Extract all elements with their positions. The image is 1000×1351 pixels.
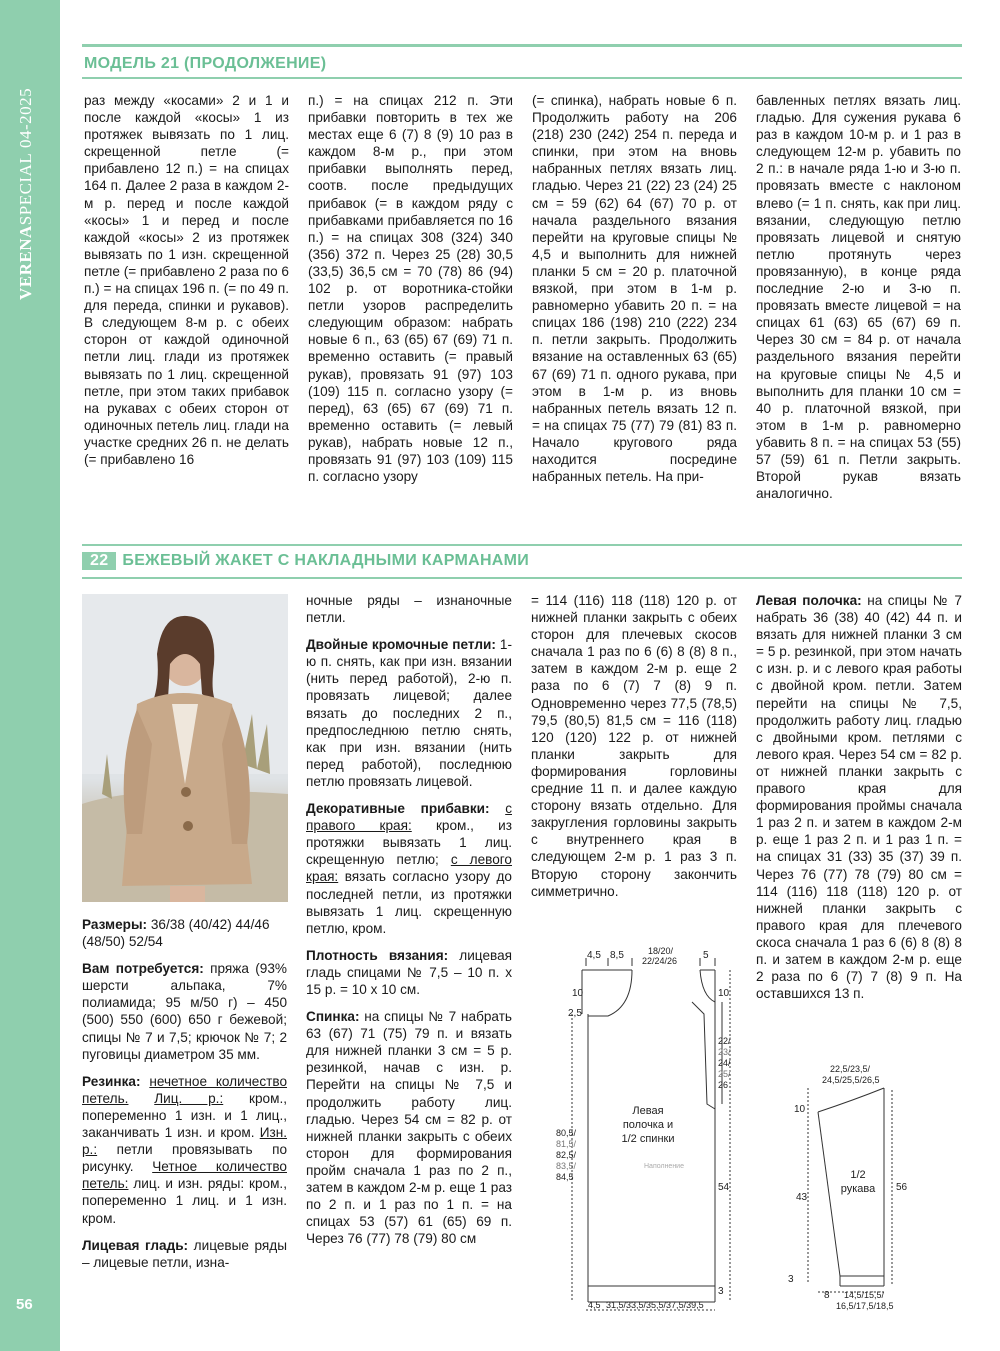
materials-paragraph: Вам потребуется: пряжа (93% шерсти альпака, 7% полиамида; 95 м/50 г) – 450 (500) 550 (600) 650 г бежевой; спицы № 7 и 7,5; крючок № 7; 2 пуговицы диаметром 35 мм.	[82, 961, 288, 1062]
p1-bottom-b: 31,5/33,5/35,5/37,5/39,5	[606, 1300, 704, 1310]
sizes-paragraph: Размеры: 36/38 (40/42) 44/46 (48/50) 52/54	[82, 917, 270, 950]
p2-bottom-b: 16,5/17,5/18,5	[836, 1301, 894, 1311]
p1-top-right: 5	[703, 950, 709, 961]
model-photo-illustration	[82, 594, 288, 902]
stockinette-continued: ночные ряды – изнаночные петли.	[306, 593, 512, 626]
edge-stitches-paragraph: Двойные кромочные петли: 1-ю п. снять, как при изн. вязании (нить перед работой), 2-ю п. провязать лицевой; далее вязать до последних 2 п., предпоследнюю петлю снять, как при изн. вязании (нить перед работой), последнюю петлю провязать лицевой.	[306, 637, 513, 789]
p1-left-h-a: 80,5/	[556, 1128, 577, 1138]
p1-right-10: 10	[718, 988, 730, 999]
p1-right-arm-c: 24/	[718, 1058, 731, 1068]
p1-label-c: 1/2 спинки	[621, 1133, 675, 1145]
left-front-paragraph: Левая полочка: на спицы № 7 набрать 36 (38) 40 (42) 44 п. и вязать для нижней планки 3 см = 5 р. резинкой, при этом начать с изн. р. и с левого края работы с двойной кром. петли. Затем перейти на спицы № 7,5, продолжить работу лиц. гладью с двойными кром. петлями с левого края. Через 54 см = 82 р. от нижней планки закрыть с правого края для формирования проймы сначала 1 раз 2 п. и затем в каждом 2-м р. еще 1 раз 2 п. и 1 раз 1 п. = на спицах 31 (33) 35 (37) 39 п. Через 76 (77) 78 (79) 80 см = 114 (116) 118 (118) 120 р. от нижней планки закрыть с правого края для плечевого скоса сначала 1 раз 6 (6) 8 (8) 8 п. и затем в каждом 2-м р. еще 2 раза по 6 (7) 7 (8) 9 п. На оставшихся 13 п.	[756, 593, 962, 1002]
p1-label-a: Левая	[632, 1105, 664, 1117]
section1-col2: п.) = на спицах 212 п. Эти прибавки повторить в тех же местах еще 6 (7) 8 (9) 10 раз в каждом 8-м р., при этом прибавки выполнять перед, соотв. после предыдущих прибавок (= в каждом ряду с прибавками прибавляется по 16 п.) = на спицах 308 (324) 340 (356) 372 п. Через 25 (28) 30,5 (33,5) 36,5 см = 70 (78) 86 (94) 102 р. от воротника-стойки петли узоров распределить следующим образом: набрать новые 6 п., 63 (65) 67 (69) 71 п. временно оставить (= правый рукав), провязать 91 (97) 103 (109) 115 п. согласно узору (= перед), 63 (65) 67 (69) 71 п. временно оставить (= левый рукав), набрать новые 12 п., провязать 91 (97) 103 (109) 115 п. согласно узору	[308, 93, 513, 485]
p1-right-arm-d: 25/	[718, 1069, 731, 1079]
p2-label-a: 1/2	[850, 1169, 866, 1181]
section2-title: 22 БЕЖЕВЫЙ ЖАКЕТ С НАКЛАДНЫМИ КАРМАНАМИ	[82, 552, 529, 570]
section2-rule-bottom	[82, 577, 962, 579]
title-rule	[82, 77, 962, 79]
back-paragraph: Спинка: на спицы № 7 набрать 63 (67) 71 (75) 79 п. и вязать для нижней планки 3 см = 5 р. резинкой, начав с изн. р. Перейти на спицы № 7,5 и продолжить работу лиц. гладью. Через 54 см = 82 р. от нижней планки закрыть с обеих сторон для формирования пройм сначала 1 раз по 2 п., затем в каждом 2-м р. еще 1 раз по 2 п. и 1 раз по 1 п. = на спицах 53 (57) 61 (65) 69 п. Через 76 (77) 78 (79) 80 см	[306, 1009, 512, 1247]
magazine-brand: VERENASPECIAL 04-2025	[16, 87, 35, 300]
section1-col4: бавленных петлях вязать лиц. гладью. Для сужения рукава 6 раз в каждом 10-м р. и 1 раз в следующем 12-м р. убавить по 2 п.: в начале ряда 1-ю и 3-ю п. провязать вместе с наклоном влево (= 1 п. снять, как при лиц. вязании, следующую петлю провязать лицевой и снятую петлю протянуть через провязанную), в конце ряда последние 2-ю и 3-ю п. провязать вместе лицевой = на спицах 61 (63) 65 (67) 69 п. Через 30 см = 84 р. от начала раздельного вязания перейти на круговые спицы № 4,5 и выполнить для планки 10 см = 40 р. платочной вязкой, при этом в 1-м р. равномерно убавить 8 п. = на спицах 53 (55) 57 (59) 61 п. Петли закрыть. Второй рукав вязать аналогично.	[756, 93, 961, 502]
p1-bottom-a: 4,5	[588, 1300, 601, 1310]
section2-col3: = 114 (116) 118 (118) 120 р. от нижней планки закрыть с обеих сторон для плечевых скосов сначала 1 раз по 6 (6) 8 (8) 8 п., затем в каждом 2-м р. еще 2 раза по 6 (7) 7 (8) 9 п. Одновременно через 77,5 (78,5) 79,5 (80,5) 81,5 см = 116 (118) 120 (120) 122 р. от нижней планки закрыть для формирования горловины средние 11 п. и далее каждую сторону вязать отдельно. Для закругления горловины закрыть с внутреннего края в следующем 2-м р. 1 раз 3 п. Вторую сторону закончить симметрично.	[531, 593, 737, 899]
p1-right-arm-a: 22/	[718, 1036, 731, 1046]
p1-left-h-d: 83,5/	[556, 1161, 577, 1171]
p1-label-d: Наполнение	[644, 1163, 684, 1170]
p2-right-56: 56	[896, 1182, 908, 1193]
rib-paragraph: Резинка: нечетное количество петель. Лиц. р.: кром., попеременно 1 изн. и 1 лиц., заканчивать 1 изн. и кром. Изн. р.: петли провязывать по рисунку. Четное количество петель: лиц. и изн. ряды: кром., попеременно 1 лиц. и 1 изн. кром.	[82, 1073, 288, 1226]
p2-top-a: 22,5/23,5/	[830, 1064, 871, 1074]
p2-left-43: 43	[796, 1192, 808, 1203]
pattern-front-back	[552, 944, 752, 1324]
stockinette-paragraph: Лицевая гладь: лицевые ряды – лицевые петли, изна-	[82, 1237, 287, 1270]
p1-top-left: 4,5	[587, 950, 601, 961]
p2-label-b: рукава	[840, 1183, 876, 1195]
p1-right-54: 54	[718, 1182, 730, 1193]
p1-top-mid: 8,5	[610, 950, 624, 961]
p1-right-arm-e: 26	[718, 1080, 729, 1090]
gauge-paragraph: Плотность вязания: лицевая гладь спицами № 7,5 – 10 п. х 15 р. = 10 х 10 см.	[306, 947, 512, 997]
section1-col1: раз между «косами» 2 и 1 и после каждой «косы» 1 из протяжек вывязать по 1 лиц. скрещенной петле (= прибавлено 12 п.) = на спицах 164 п. Далее 2 раза в каждом 2-м р. перед и после каждой «косы» 1 и перед и после каждой «косы» 2 из протяжек вывязать по 1 изн. скрещенной петле (= прибавлено 2 раза по 6 п.) = на спицах 196 п. (= по 49 п. для переда, спинки и рукавов). В следующем 8-м р. с обеих сторон от каждой одиночной петли лиц. глади из протяжек вывязать по 1 лиц. скрещенной петле, при этом таких прибавок на рукавах с обеих сторон от одиночных петель лиц. глади на участке средних 26 п. не делать (= прибавлено 16	[84, 93, 289, 467]
top-rule	[82, 44, 962, 47]
p1-left-h-e: 84,5	[556, 1172, 574, 1182]
p2-left-3: 3	[788, 1274, 794, 1285]
section2-rule-top	[82, 544, 962, 546]
section2-col1	[82, 916, 287, 1271]
model-photo	[82, 594, 288, 902]
page-number: 56	[16, 1296, 33, 1313]
p1-right-3: 3	[718, 1286, 724, 1297]
section1-title: МОДЕЛЬ 21 (ПРОДОЛЖЕНИЕ)	[84, 55, 327, 72]
p2-bottom-8: 8	[824, 1290, 830, 1301]
p1-left-h-b: 81,5/	[556, 1139, 577, 1149]
p2-left-10: 10	[794, 1104, 806, 1115]
model-number-badge: 22	[82, 552, 116, 570]
section2-col2	[306, 592, 512, 1247]
p1-top-neck-a: 18/20/	[648, 946, 674, 956]
p1-left-25: 2,5	[568, 1008, 582, 1019]
p2-bottom-a: 14,5/15,5/	[844, 1290, 885, 1300]
p1-label-b: полочка и	[622, 1119, 674, 1131]
pattern-sleeve	[784, 1060, 924, 1320]
p1-left-h-c: 82,5/	[556, 1150, 577, 1160]
p1-left-10: 10	[572, 988, 584, 999]
sidebar	[0, 0, 60, 1351]
section1-col3: (= спинка), набрать новые 6 п. Продолжить работу на 206 (218) 230 (242) 254 п. переда и спинки, при этом на вновь набранных петлях вязать лиц. гладью. Через 21 (22) 23 (24) 25 см = 59 (62) 64 (67) 70 р. от начала раздельного вязания перейти на круговые спицы № 4,5 и выполнить для нижней планки 5 см = 20 р. платочной вязкой, при этом в 1-м р. равномерно убавить 20 п. = на спицах 186 (198) 210 (222) 234 п. петли закрыть. Продолжить вязание на оставленных 63 (65) 67 (69) 71 п. одного рукава, при этом в 1-м р. из вновь набранных петель вязать 12 п. = на спицах 75 (77) 79 (81) 83 п. Начало кругового ряда находится посредине набранных петель. На при-	[532, 93, 737, 485]
decorative-increases-paragraph: Декоративные прибавки: с правого края: кром., из протяжки вывязать 1 лиц. скрещенную петлю; с левого края: вязать согласно узору до последней петли, из протяжки вывязать 1 лиц. скрещенную петлю, кром.	[306, 801, 512, 936]
section2-col4	[756, 592, 962, 1002]
p1-right-arm-b: 23/	[718, 1047, 731, 1057]
p1-top-neck-b: 22/24/26	[642, 956, 678, 966]
p2-top-b: 24,5/25,5/26,5	[822, 1075, 880, 1085]
